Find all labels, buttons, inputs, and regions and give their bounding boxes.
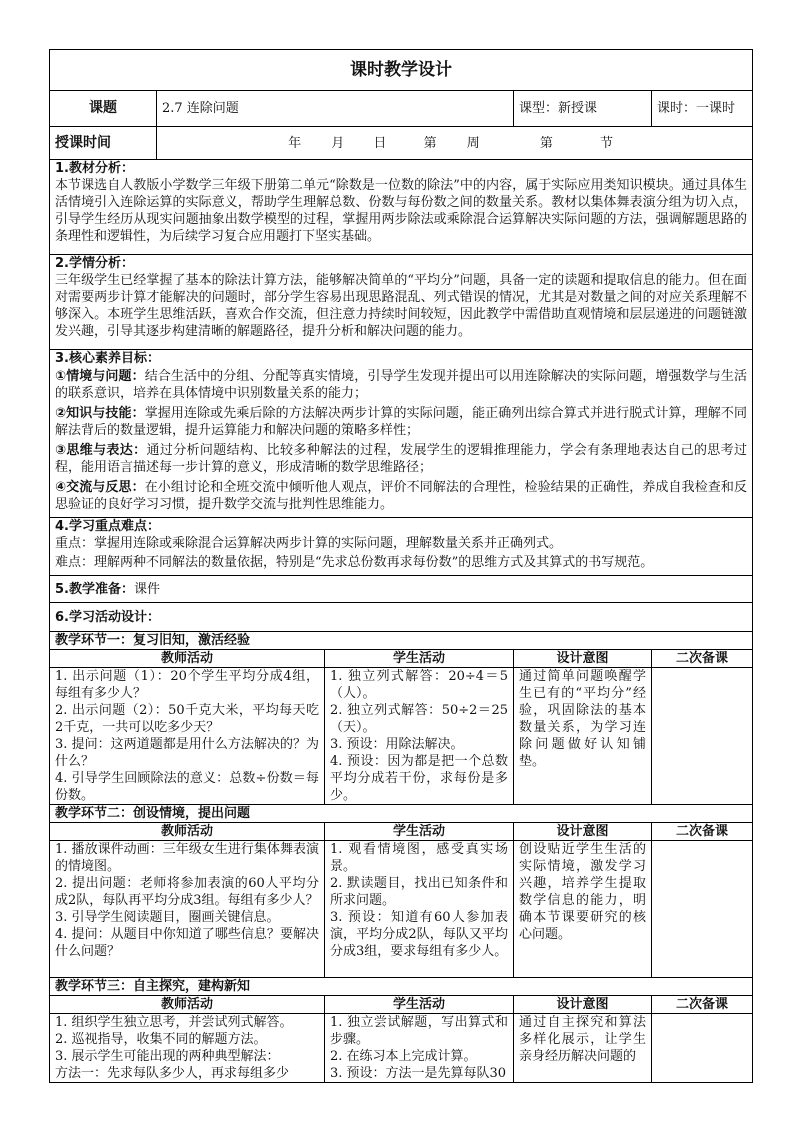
design-intent: 创设贴近学生生活的实际情境，激发学习兴趣，培养学生提取数学信息的能力，明确本节课要研究的核心问题。 xyxy=(514,841,652,978)
design-intent: 通过简单问题唤醒学生已有的“平均分”经验，巩固除法的基本数量关系，为学习连除问题做好认知铺垫。 xyxy=(514,668,652,805)
literacy-item: ①情境与问题：结合生活中的分组、分配等真实情境，引导学生发现并提出可以用连除解决的实际问题，增强数学与生活的联系意识，培养在具体情境中识别数量关系的能力； xyxy=(55,369,748,401)
time-period: 节 xyxy=(599,135,613,151)
literacy-section xyxy=(50,350,753,518)
second-notes xyxy=(652,1014,753,1083)
time-period-prefix: 第 xyxy=(539,135,553,151)
design-intent: 通过自主探究和算法多样化展示，让学生亲身经历解决问题的 xyxy=(514,1014,652,1083)
col-teacher: 教师活动 xyxy=(50,996,325,1014)
students-title: 2.学情分析： xyxy=(55,256,134,271)
time-label: 授课时间 xyxy=(50,127,157,160)
lesson-type: 课型：新授课 xyxy=(514,91,652,127)
topic-value: 2.7 连除问题 xyxy=(157,91,514,127)
literacy-title: 3.核心素养目标： xyxy=(55,351,160,366)
col-teacher: 教师活动 xyxy=(50,650,325,668)
stage-title: 教学环节二：创设情境，提出问题 xyxy=(50,805,753,823)
col-notes: 二次备课 xyxy=(652,996,753,1014)
second-notes xyxy=(652,668,753,805)
analysis-text: 本节课选自人教版小学数学三年级下册第二单元“除数是一位数的除法”中的内容，属于实际应用类知识模块。通过具体生活情境引入连除运算的实际意义，帮助学生理解总数、份数与每份数之间的数量关系。教材以集体舞表演分组为切入点，引导学生经历从现实问题抽象出数学模型的过程，掌握用两步除法或乘除混合运算解决实际问题的方法，强调解题思路的条理性和逻辑性，为后续学习复合应用题打下坚实基础。 xyxy=(55,178,748,244)
second-notes xyxy=(652,841,753,978)
analysis-title: 1.教材分析： xyxy=(55,161,134,176)
lesson-plan-document xyxy=(49,49,752,1083)
analysis-section xyxy=(50,160,753,255)
time-year: 年 xyxy=(288,135,302,151)
col-teacher: 教师活动 xyxy=(50,823,325,841)
time-week-prefix: 第 xyxy=(423,135,437,151)
prep-section xyxy=(50,576,753,603)
teacher-activity: 1. 播放课件动画：三年级女生进行集体舞表演的情境图。 2. 提出问题：老师将参加表演的60人平均分成2队，每队再平均分成3组。每组有多少人？ 3. 引导学生阅读题目，圈画关键信息。 4. 提问：从题目中你知道了哪些信息？要解决什么问题？ xyxy=(50,841,325,978)
col-intent: 设计意图 xyxy=(514,823,652,841)
prep-text: 课件 xyxy=(133,581,160,597)
literacy-item: ③思维与表达：通过分析问题结构、比较多种解法的过程，发展学生的逻辑推理能力，学会有条理地表达自己的思考过程，能用语言描述每一步计算的意义，形成清晰的数学思维路径； xyxy=(55,443,748,475)
col-intent: 设计意图 xyxy=(514,996,652,1014)
prep-title: 5.教学准备： xyxy=(55,581,134,597)
time-day: 日 xyxy=(373,135,387,151)
time-month: 月 xyxy=(331,135,345,151)
teacher-activity: 1. 出示问题（1）：20个学生平均分成4组，每组有多少人？ 2. 出示问题（2）：50千克大米，平均每天吃2千克，一共可以吃多少天？ 3. 提问：这两道题都是用什么方法解决的？为什么？ 4. 引导学生回顾除法的意义：总数÷份数＝每份数。 xyxy=(50,668,325,805)
col-notes: 二次备课 xyxy=(652,823,753,841)
col-student: 学生活动 xyxy=(325,650,514,668)
teacher-activity: 1. 组织学生独立思考，并尝试列式解答。 2. 巡视指导，收集不同的解题方法。 3. 展示学生可能出现的两种典型解法： 方法一：先求每队多少人，再求每组多少 xyxy=(50,1014,325,1083)
keypoints-title: 4.学习重点难点： xyxy=(55,519,160,534)
col-intent: 设计意图 xyxy=(514,650,652,668)
col-student: 学生活动 xyxy=(325,823,514,841)
col-student: 学生活动 xyxy=(325,996,514,1014)
student-activity: 1. 独立尝试解题，写出算式和步骤。 2. 在练习本上完成计算。 3. 预设：方法一是先算每队30 xyxy=(325,1014,514,1083)
topic-label: 课题 xyxy=(50,91,157,127)
literacy-item: ④交流与反思：在小组讨论和全班交流中倾听他人观点，评价不同解法的合理性，检验结果的正确性，养成自我检查和反思验证的良好学习习惯，提升数学交流与批判性思维能力。 xyxy=(55,480,748,512)
col-notes: 二次备课 xyxy=(652,650,753,668)
student-activity: 1. 独立列式解答：20÷4＝5（人）。 2. 独立列式解答：50÷2＝25（天）。 3. 预设：用除法解决。 4. 预设：因为都是把一个总数平均分成若干份，求每份是多少。 xyxy=(325,668,514,805)
student-activity: 1. 观看情境图，感受真实场景。 2. 默读题目，找出已知条件和所求问题。 3. 预设：知道有60人参加表演，平均分成2队，每队又平均分成3组，要求每组有多少人。 xyxy=(325,841,514,978)
students-text: 三年级学生已经掌握了基本的除法计算方法，能够解决简单的“平均分”问题，具备一定的读题和提取信息的能力。但在面对需要两步计算才能解决的问题时，部分学生容易出现思路混乱、列式错误的情况，尤其是对数量之间的对应关系理解不够深入。本班学生思维活跃，喜欢合作交流，但注意力持续时间较短，因此教学中需借助直观情境和层层递进的问题链激发兴趣，引导其逐步构建清晰的解题路径，提升分析和解决问题的能力。 xyxy=(55,273,748,339)
lesson-hours: 课时：一课时 xyxy=(652,91,753,127)
keypoint-line: 重点：掌握用连除或乘除混合运算解决两步计算的实际问题，理解数量关系并正确列式。 xyxy=(55,536,563,551)
time-fields xyxy=(157,127,753,160)
students-section xyxy=(50,255,753,350)
keypoint-line: 难点：理解两种不同解法的数量依据，特别是“先求总份数再求每份数”的思维方式及其算式的书写规范。 xyxy=(55,555,654,570)
time-week: 周 xyxy=(466,135,480,151)
page-title: 课时教学设计 xyxy=(50,50,753,91)
lesson-plan-table xyxy=(49,49,753,1083)
keypoints-section xyxy=(50,518,753,576)
stage-title: 教学环节一：复习旧知，激活经验 xyxy=(50,632,753,650)
stage-title: 教学环节三：自主探究，建构新知 xyxy=(50,978,753,996)
literacy-item: ②知识与技能：掌握用连除或先乘后除的方法解决两步计算的实际问题，能正确列出综合算式并进行脱式计算，理解不同解法背后的数量逻辑，提升运算能力和解决问题的策略多样性； xyxy=(55,406,748,438)
activities-title: 6.学习活动设计： xyxy=(50,603,753,632)
